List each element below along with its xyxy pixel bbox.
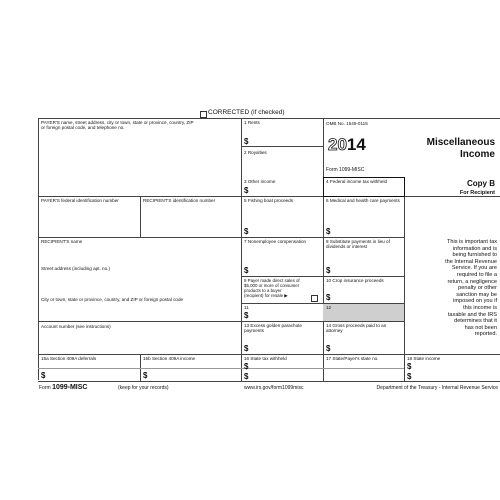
box5-label: 5 Fishing boat proceeds (244, 198, 294, 203)
box2-label: 2 Royalties (244, 150, 267, 155)
box10-label: 10 Crop insurance proceeds (326, 278, 384, 283)
box11-dollar: $ (244, 311, 249, 320)
for-recipient: For Recipient (459, 190, 495, 196)
box5-dollar: $ (244, 227, 249, 236)
form-bottom-border (38, 381, 500, 382)
line-rents (241, 146, 323, 147)
box9-checkbox[interactable] (311, 295, 318, 302)
line-account (38, 321, 241, 322)
copy-b: Copy B (467, 179, 495, 188)
side-note: This is important tax information and is being furnished to the Internal Revenue Service. If you are required to file a return, a negligence penalty or other sanction may be imposed on you if this income is taxable and the IRS determines that it has not been reported. (445, 239, 497, 338)
box15a-dollar: $ (41, 371, 46, 380)
box14-label: 14 Gross proceeds paid to an attorney (326, 323, 387, 334)
recipient-name-label: RECIPIENT'S name (41, 239, 83, 244)
box12-shade (323, 304, 404, 321)
payer-name-label: PAYER'S name, street address, city or town, state or province, country, ZIP or foreign postal code, and telephone no. (41, 120, 194, 131)
box11-label: 11 (244, 305, 249, 310)
divider-v1 (241, 118, 242, 381)
divider-v2 (323, 118, 324, 381)
box15b-label: 15b Section 409A income (143, 356, 196, 361)
line-row8 (38, 354, 500, 355)
title-line2: Income (459, 149, 495, 160)
box17-label: 17 State/Payer's state no. (326, 356, 379, 361)
footer-dept: Department of the Treasury - Internal Revenue Service (376, 385, 498, 391)
box16-label: 16 State tax withheld (244, 356, 287, 361)
recipient-id-label: RECIPIENT'S identification number (143, 198, 216, 203)
form-name: Form 1099-MISC (326, 167, 365, 173)
title-line1: Miscellaneous (426, 137, 495, 148)
line-row3 (38, 196, 500, 197)
footer-form-no: 1099-MISC (52, 384, 88, 391)
box12-label: 12 (326, 305, 332, 310)
divider-ids (140, 196, 141, 237)
line-row4 (38, 237, 404, 238)
box6-dollar: $ (326, 227, 331, 236)
box18-dollar-2: $ (407, 372, 412, 381)
box13-dollar: $ (244, 344, 249, 353)
box3-label: 3 Other income (244, 179, 276, 184)
box9-label: 9 Payer made direct sales of $5,000 or more of consumer products to a buyer (recipient) for resale ▶ (244, 278, 300, 298)
box1-label: 1 Rents (244, 120, 260, 125)
box4-label: 4 Federal income tax withheld (326, 179, 388, 184)
box6-label: 6 Medical and health care payments (326, 198, 400, 203)
footer-url[interactable]: www.irs.gov/form1099misc (244, 385, 304, 391)
year-suffix: 14 (346, 135, 366, 154)
year-prefix: 20 (328, 135, 347, 154)
payer-fed-id-label: PAYER'S federal identification number (41, 198, 119, 203)
box7-dollar: $ (244, 266, 249, 275)
line-row7 (241, 321, 404, 322)
box10-dollar: $ (326, 293, 331, 302)
corrected-label: CORRECTED (if checked) (208, 109, 285, 116)
box13-label: 13 Excess golden parachute payments (244, 323, 302, 334)
footer-keep: (keep for your records) (118, 385, 169, 391)
city-label: City or town, state or province, country, and ZIP or foreign postal code (41, 297, 184, 302)
box18-dollar-1: $ (407, 362, 412, 371)
box16-dollar-2: $ (244, 372, 249, 381)
account-number-label: Account number (see instructions) (41, 324, 111, 329)
box15b-dollar: $ (143, 371, 148, 380)
box18-label: 18 State income (407, 356, 441, 361)
form-left-border (38, 118, 39, 380)
box7-label: 7 Nonemployee compensation (244, 239, 307, 244)
line-row5 (241, 276, 404, 277)
box8-label: 8 Substitute payments in lieu of dividends or interest (326, 239, 390, 250)
box14-dollar: $ (326, 344, 331, 353)
corrected-checkbox[interactable] (200, 111, 207, 118)
form-title (390, 137, 495, 161)
box15a-label: 15a Section 409A deferrals (41, 356, 97, 361)
street-address-label: Street address (including apt. no.) (41, 266, 110, 271)
footer-form-prefix: Form (39, 385, 51, 391)
box8-dollar: $ (326, 266, 331, 275)
box2-dollar: $ (244, 186, 249, 195)
form-top-border (38, 118, 500, 119)
box16-dollar-1: $ (244, 362, 249, 371)
box1-dollar: $ (244, 137, 249, 146)
omb-number: OMB No. 1545-0115 (326, 121, 368, 126)
footer-form (39, 384, 87, 391)
tax-year (328, 135, 366, 155)
